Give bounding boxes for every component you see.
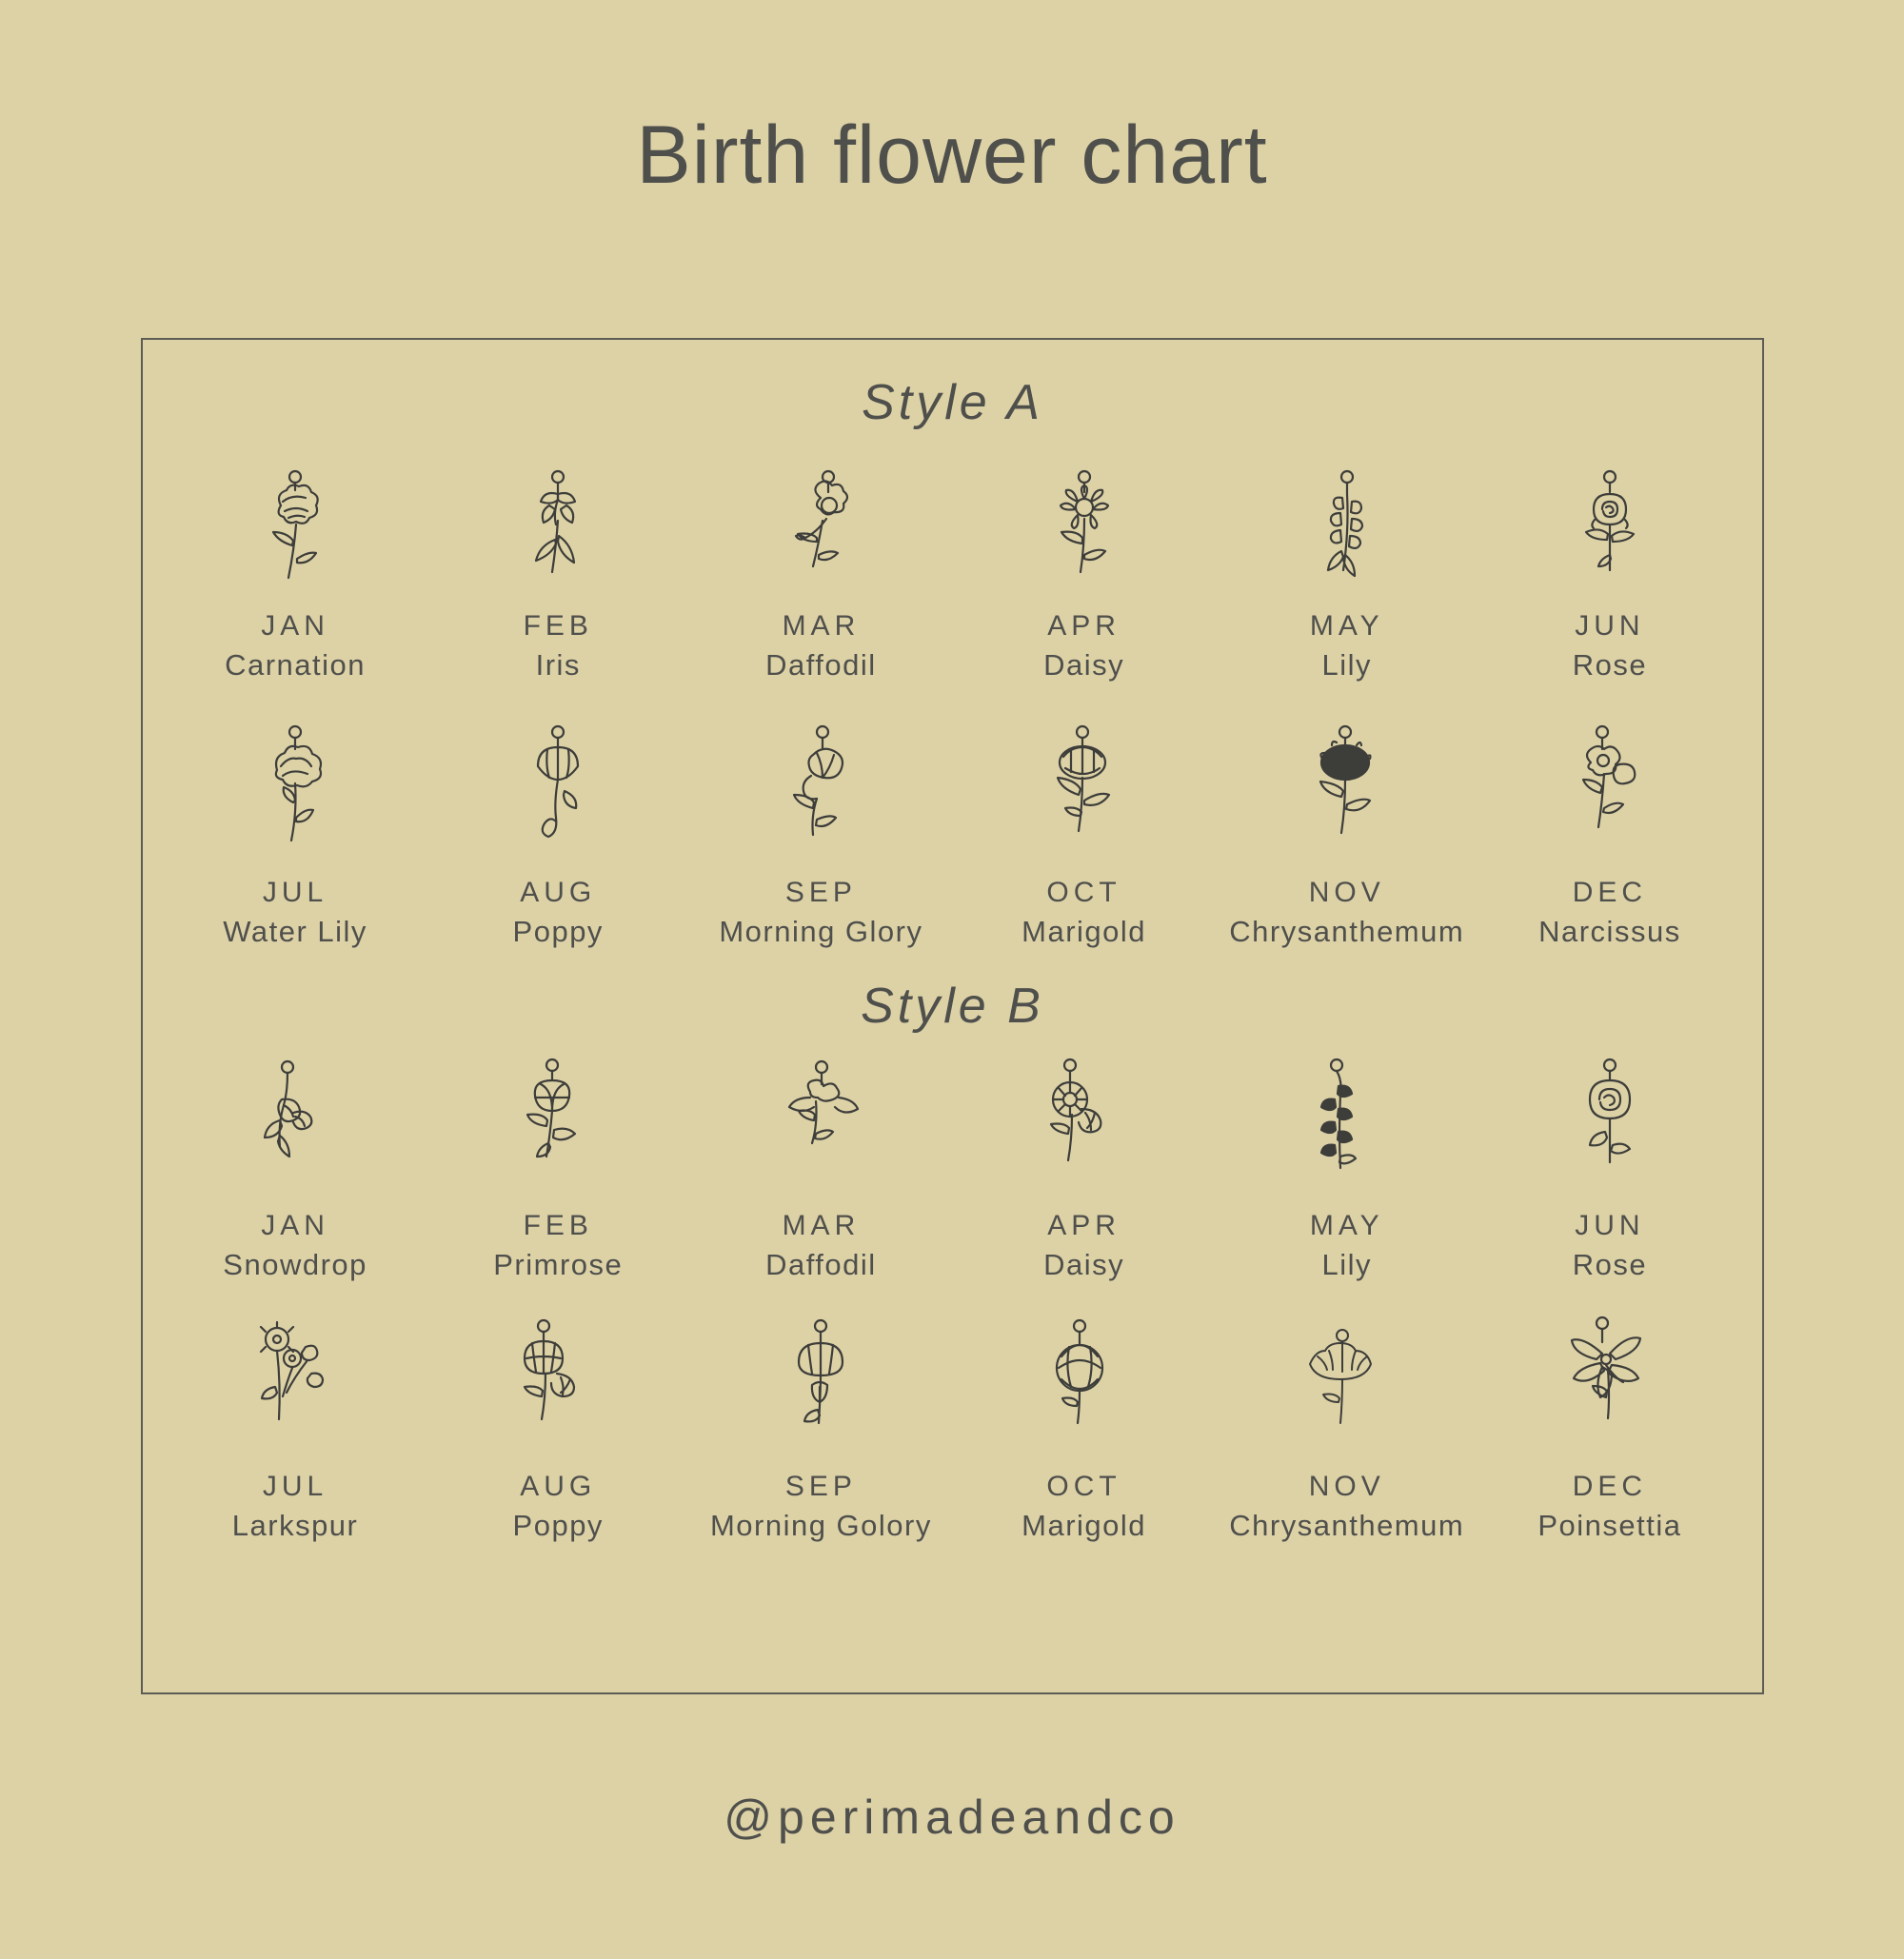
flower-cell-sep-a [689, 721, 952, 949]
morning-glory-flower-icon [764, 721, 878, 863]
month-label: JUL [262, 1470, 328, 1502]
style-a-row-1 [143, 454, 1762, 683]
flower-cell-oct-b [952, 1315, 1215, 1543]
rose-flower-icon [1557, 454, 1662, 597]
flower-label: Morning Glory [719, 914, 923, 948]
flower-label: Daisy [1043, 647, 1125, 682]
flower-label: Water Lily [223, 914, 367, 948]
flower-label: Poppy [512, 914, 604, 948]
flower-label: Larkspur [231, 1508, 359, 1542]
month-label: AUG [520, 1470, 597, 1502]
daisy-flower-icon [1022, 1054, 1146, 1197]
flower-cell-jan-b [164, 1054, 426, 1282]
month-label: DEC [1572, 876, 1648, 908]
month-label: MAR [782, 609, 861, 642]
month-label: APR [1047, 609, 1121, 642]
month-label: FEB [523, 609, 593, 642]
flower-cell-jul-a [164, 721, 426, 949]
flower-cell-apr-b [952, 1054, 1215, 1282]
marigold-flower-icon [1027, 1315, 1141, 1457]
month-label: MAY [1309, 609, 1384, 642]
month-label: MAR [782, 1209, 861, 1241]
carnation-flower-icon [243, 454, 347, 597]
flower-label: Daisy [1043, 1247, 1125, 1281]
flower-label: Lily [1321, 1247, 1372, 1281]
water-lily-flower-icon [243, 721, 347, 863]
snowdrop-flower-icon [238, 1054, 352, 1197]
month-label: NOV [1308, 1470, 1385, 1502]
flower-label: Daffodil [765, 647, 877, 682]
month-label: JAN [261, 609, 329, 642]
chart-frame [141, 338, 1764, 1694]
flower-label: Chrysanthemum [1229, 1508, 1465, 1542]
flower-label: Marigold [1021, 1508, 1147, 1542]
flower-label: Rose [1572, 1247, 1648, 1281]
primrose-flower-icon [501, 1054, 615, 1197]
instagram-handle: @perimadeandco [724, 1790, 1180, 1844]
flower-label: Carnation [225, 647, 367, 682]
lily-of-the-valley-flower-icon [1295, 454, 1399, 597]
flower-label: Daffodil [765, 1247, 877, 1281]
page-title: Birth flower chart [636, 109, 1268, 201]
flower-cell-mar-b [689, 1054, 952, 1282]
month-label: JUL [262, 876, 328, 908]
flower-cell-mar-a [689, 454, 952, 683]
flower-cell-jun-b [1478, 1054, 1741, 1282]
daffodil-flower-icon [764, 454, 878, 597]
style-b-row-1 [143, 1054, 1762, 1282]
month-label: MAY [1309, 1209, 1384, 1241]
flower-cell-feb-b [426, 1054, 689, 1282]
month-label: FEB [523, 1209, 593, 1241]
month-label: OCT [1046, 876, 1121, 908]
flower-cell-apr-a [952, 454, 1215, 683]
flower-cell-may-b [1216, 1054, 1478, 1282]
month-label: NOV [1308, 876, 1385, 908]
flower-cell-jul-b [164, 1315, 426, 1543]
birth-flower-chart-page [0, 55, 1904, 1959]
marigold-flower-icon [1027, 721, 1141, 863]
flower-cell-dec-b [1478, 1315, 1741, 1543]
flower-label: Morning Golory [709, 1508, 932, 1542]
iris-flower-icon [506, 454, 610, 597]
flower-label: Rose [1572, 647, 1648, 682]
flower-label: Narcissus [1538, 914, 1681, 948]
month-label: OCT [1046, 1470, 1121, 1502]
flower-label: Marigold [1021, 914, 1147, 948]
narcissus-flower-icon [1553, 721, 1667, 863]
month-label: APR [1047, 1209, 1121, 1241]
month-label: SEP [784, 1470, 857, 1502]
morning-glory-flower-icon [768, 1315, 873, 1457]
month-label: SEP [784, 876, 857, 908]
flower-label: Chrysanthemum [1229, 914, 1465, 948]
flower-cell-nov-a [1216, 721, 1478, 949]
style-a-row-2 [143, 721, 1762, 949]
flower-cell-oct-a [952, 721, 1215, 949]
daisy-flower-icon [1032, 454, 1137, 597]
flower-cell-may-a [1216, 454, 1478, 683]
rose-flower-icon [1557, 1054, 1662, 1197]
flower-cell-nov-b [1216, 1315, 1478, 1543]
flower-label: Snowdrop [223, 1247, 367, 1281]
style-b-heading: Style B [861, 978, 1044, 1034]
flower-cell-aug-b [426, 1315, 689, 1543]
month-label: DEC [1572, 1470, 1648, 1502]
daffodil-flower-icon [759, 1054, 883, 1197]
month-label: JAN [261, 1209, 329, 1241]
flower-cell-jun-a [1478, 454, 1741, 683]
month-label: JUN [1575, 609, 1645, 642]
chrysanthemum-flower-icon [1290, 721, 1404, 863]
month-label: AUG [520, 876, 597, 908]
poppy-flower-icon [506, 721, 610, 863]
flower-label: Poinsettia [1537, 1508, 1682, 1542]
poinsettia-flower-icon [1543, 1315, 1676, 1457]
month-label: JUN [1575, 1209, 1645, 1241]
flower-label: Iris [535, 647, 581, 682]
flower-cell-sep-b [689, 1315, 952, 1543]
flower-label: Primrose [493, 1247, 624, 1281]
style-b-row-2 [143, 1315, 1762, 1543]
flower-cell-jan-a [164, 454, 426, 683]
flower-cell-aug-a [426, 721, 689, 949]
style-a-heading: Style A [862, 374, 1043, 430]
larkspur-flower-icon [233, 1315, 357, 1457]
lily-of-the-valley-flower-icon [1295, 1054, 1399, 1197]
flower-label: Lily [1321, 647, 1372, 682]
flower-label: Poppy [512, 1508, 604, 1542]
poppy-flower-icon [496, 1315, 620, 1457]
flower-cell-feb-a [426, 454, 689, 683]
chrysanthemum-flower-icon [1285, 1315, 1409, 1457]
flower-cell-dec-a [1478, 721, 1741, 949]
